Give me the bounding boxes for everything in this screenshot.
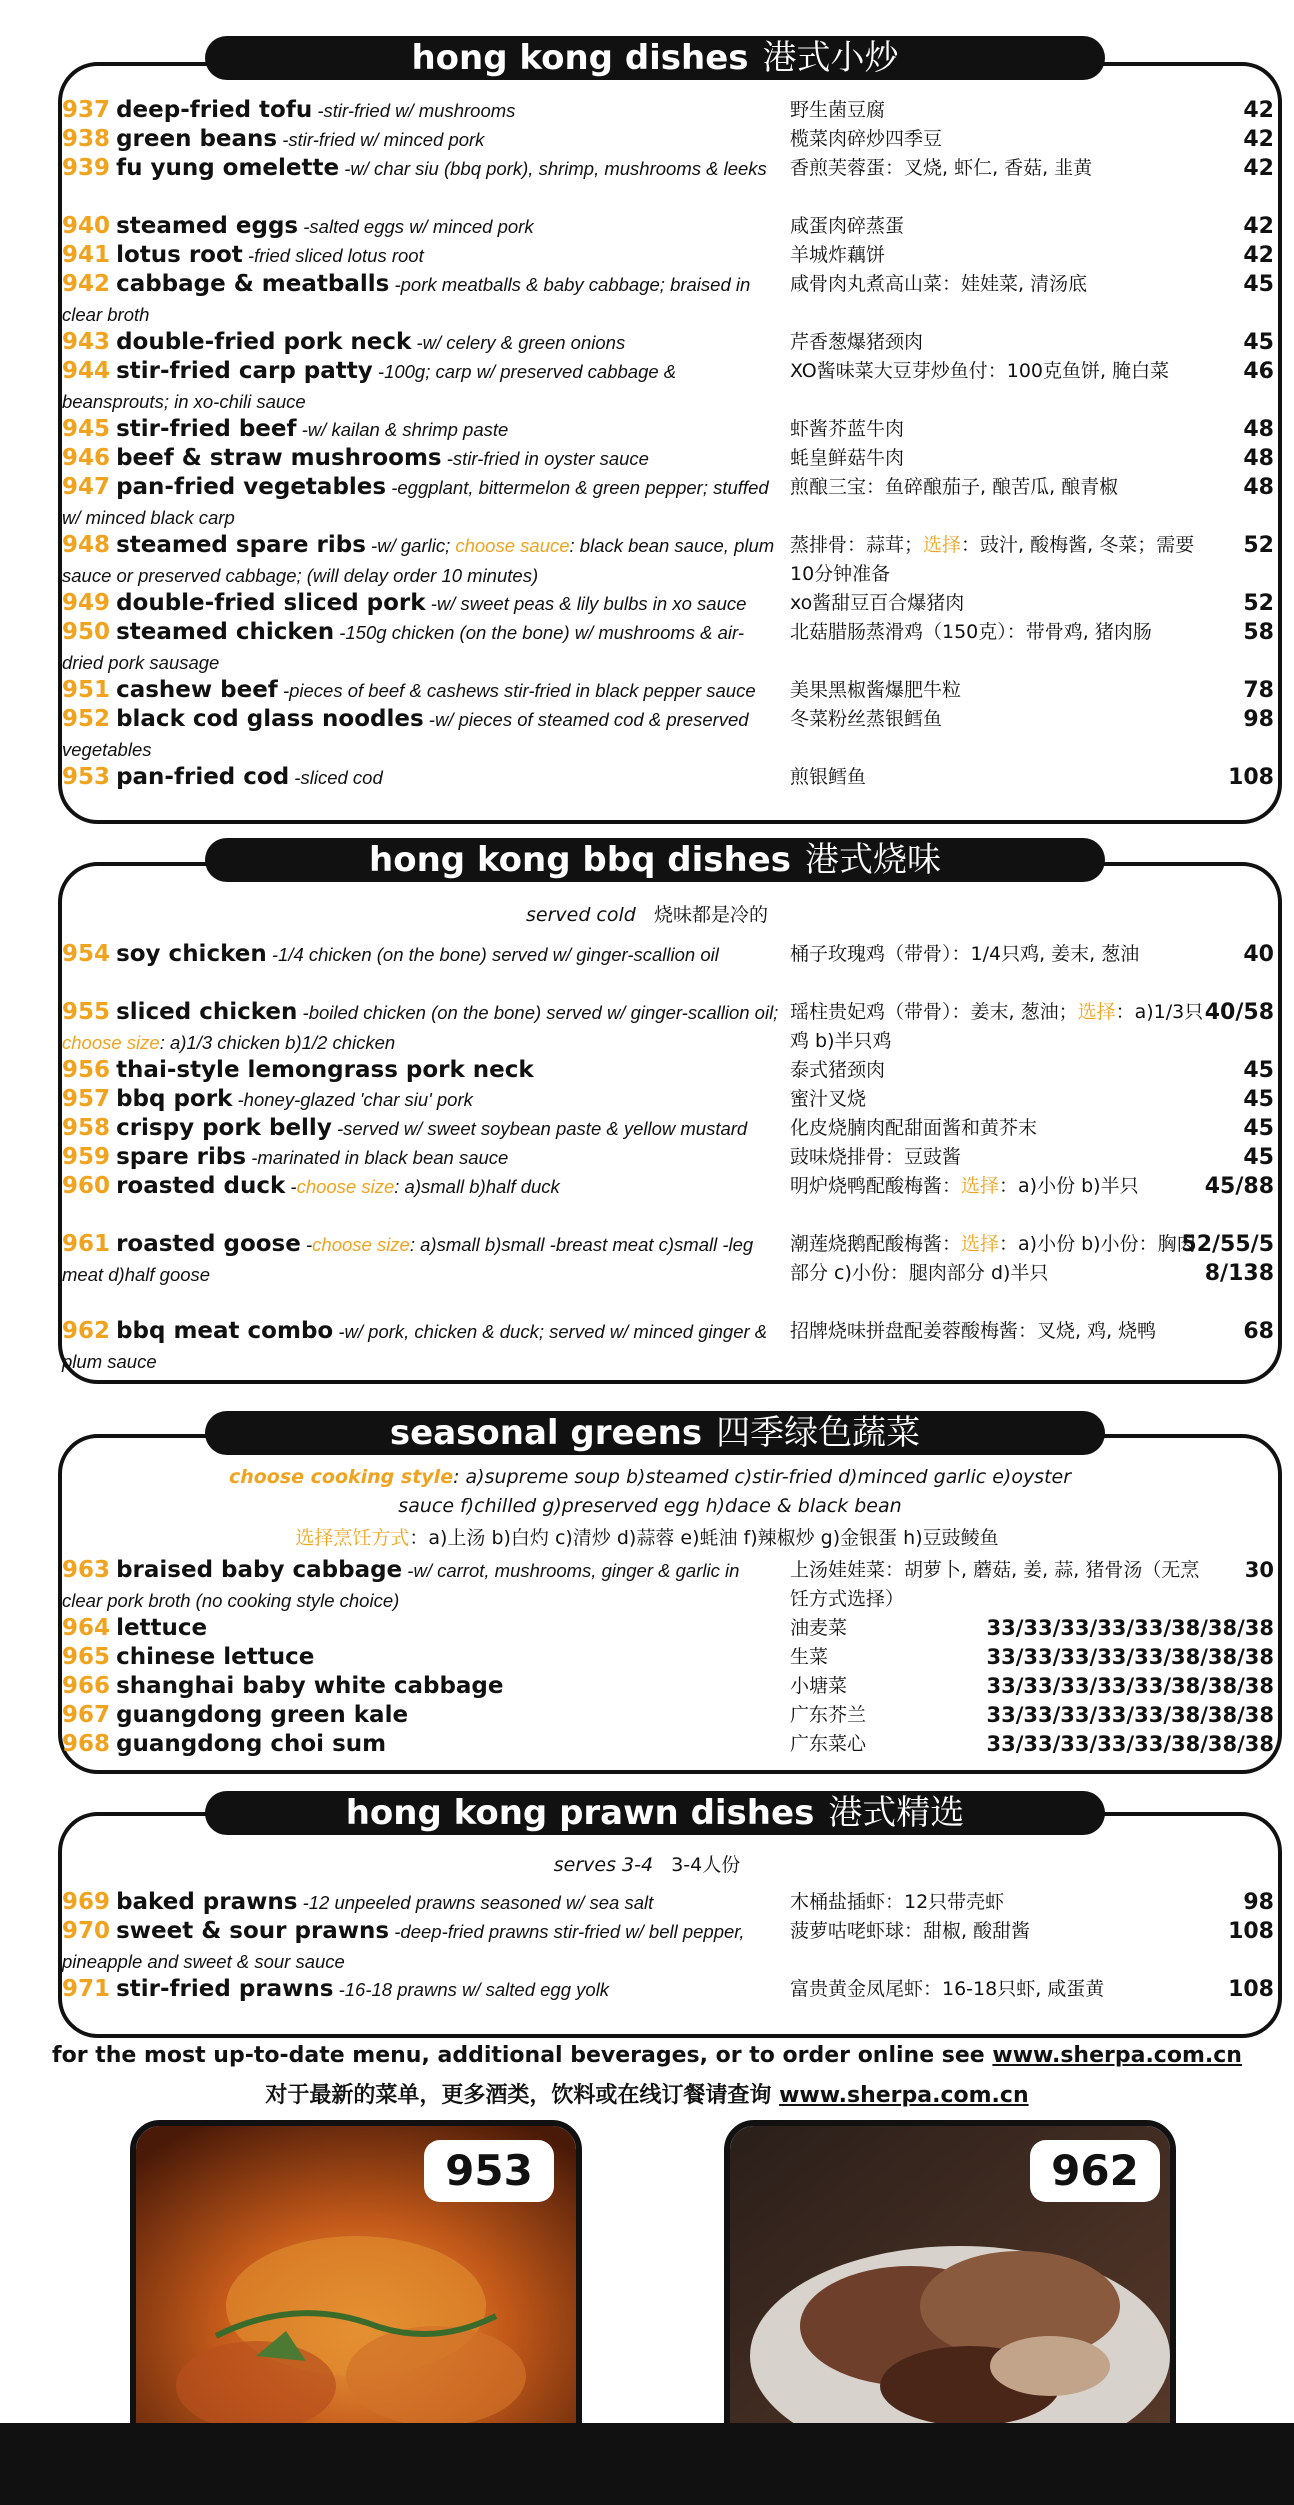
- item-number: 954: [62, 941, 111, 967]
- item-price: 45: [1243, 272, 1274, 297]
- item-cn-text: 小塘菜: [790, 1675, 848, 1697]
- item-english: [62, 1917, 782, 1977]
- item-number: 953: [62, 764, 111, 790]
- item-name: beef & straw mushrooms: [116, 445, 442, 471]
- item-english: [62, 1888, 782, 1918]
- item-number: 961: [62, 1231, 111, 1257]
- menu-item-958: [62, 1114, 1274, 1143]
- item-name: sweet & sour prawns: [116, 1918, 390, 1944]
- item-price: 58: [1243, 620, 1274, 645]
- item-price: 33/33/33/33/33/38/38/38: [986, 1732, 1274, 1756]
- item-chinese: [790, 1230, 1210, 1288]
- item-number: 960: [62, 1173, 111, 1199]
- item-name: roasted goose: [116, 1231, 301, 1257]
- section-title-bbq: [205, 838, 1105, 882]
- item-number: 939: [62, 155, 111, 181]
- item-desc: -: [285, 1176, 297, 1197]
- menu-item-949: [62, 589, 1274, 618]
- item-name: stir-fried prawns: [116, 1976, 334, 2002]
- menu-item-940: [62, 212, 1274, 241]
- photo-dish-953: [130, 2120, 582, 2460]
- item-cn-rest: ：a)小份 b)小份：胸肉部分 c)小份：腿肉部分 d)半只: [790, 1233, 1196, 1284]
- item-price: 48: [1243, 446, 1274, 471]
- menu-item-960: [62, 1172, 1274, 1230]
- menu-item-947: [62, 473, 1274, 531]
- item-chinese: [790, 1614, 940, 1643]
- item-name: braised baby cabbage: [116, 1557, 403, 1583]
- title-en: hong kong prawn dishes: [345, 1793, 815, 1833]
- item-cn-text: 野生菌豆腐: [790, 99, 886, 121]
- menu-item-950: [62, 618, 1274, 676]
- item-cn-rest: ：a)小份 b)半只: [999, 1175, 1139, 1197]
- item-name: steamed spare ribs: [116, 532, 366, 558]
- menu-item-952: [62, 705, 1274, 763]
- menu-item-955: [62, 998, 1274, 1056]
- item-english: [62, 96, 782, 126]
- footer-url-link-cn[interactable]: www.sherpa.com.cn: [779, 2083, 1029, 2108]
- item-desc: -w/ carrot, mushrooms, ginger & garlic in clear pork broth (no cooking style choice): [62, 1560, 740, 1611]
- item-name: deep-fried tofu: [116, 97, 313, 123]
- item-number: 946: [62, 445, 111, 471]
- item-number: 945: [62, 416, 111, 442]
- item-name: stir-fried beef: [116, 416, 297, 442]
- section-title-hk-dishes: [205, 36, 1105, 80]
- item-desc: -stir-fried w/ mushrooms: [312, 100, 516, 121]
- menu-item-959: [62, 1143, 1274, 1172]
- item-name: pan-fried cod: [116, 764, 290, 790]
- menu-item-970: [62, 1917, 1274, 1975]
- menu-item-962: [62, 1317, 1274, 1375]
- item-cn-rest: ：a)1/3只鸡 b)半只鸡: [790, 1001, 1204, 1052]
- item-number: 970: [62, 1918, 111, 1944]
- item-cn-text: 煎酿三宝：鱼碎酿茄子, 酿苦瓜, 酿青椒: [790, 476, 1119, 498]
- item-chinese: [790, 1672, 940, 1701]
- item-price: 108: [1228, 765, 1274, 790]
- style-options-en: : a)supreme soup b)steamed c)stir-fried d)minced garlic e)oyster sauce f)chilled g)preserved egg h)dace & black bean: [398, 1466, 1072, 1517]
- menu-item-948: [62, 531, 1274, 589]
- item-english: [62, 1643, 782, 1673]
- item-price: 52: [1243, 591, 1274, 616]
- item-name: spare ribs: [116, 1144, 247, 1170]
- item-number: 965: [62, 1644, 111, 1670]
- item-price: 42: [1243, 127, 1274, 152]
- menu-item-961: [62, 1230, 1274, 1317]
- item-price: 52/55/58/138: [1181, 1232, 1274, 1286]
- item-number: 959: [62, 1144, 111, 1170]
- menu-item-956: [62, 1056, 1274, 1085]
- item-price: 45: [1243, 1058, 1274, 1083]
- bottom-band: [0, 2423, 1294, 2505]
- item-price: 52: [1243, 533, 1274, 558]
- item-number: 951: [62, 677, 111, 703]
- menu-item-942: [62, 270, 1274, 328]
- item-cn-text: 上汤娃娃菜：胡萝卜, 蘑菇, 姜, 蒜, 猪骨汤（无烹饪方式选择）: [790, 1559, 1200, 1610]
- item-price: 40/58: [1204, 1000, 1274, 1025]
- prawns-subtitle: [0, 1850, 1294, 1877]
- item-name: crispy pork belly: [116, 1115, 332, 1141]
- item-desc: -w/ char siu (bbq pork), shrimp, mushrooms & leeks: [339, 158, 767, 179]
- menu-item-946: [62, 444, 1274, 473]
- item-desc: -sliced cod: [289, 767, 383, 788]
- title-cn: 港式小炒: [762, 38, 899, 78]
- item-name: stir-fried carp patty: [116, 358, 373, 384]
- item-price: 45/88: [1204, 1174, 1274, 1199]
- item-english: [62, 1701, 782, 1731]
- footer-url-link[interactable]: www.sherpa.com.cn: [992, 2043, 1242, 2068]
- item-desc: -w/ pieces of steamed cod & preserved vegetables: [62, 709, 749, 760]
- menu-item-954: [62, 940, 1274, 998]
- item-name: cashew beef: [116, 677, 278, 703]
- item-english: [62, 1056, 782, 1086]
- menu-item-953: [62, 763, 1274, 792]
- item-number: 956: [62, 1057, 111, 1083]
- menu-item-971: [62, 1975, 1274, 2004]
- subtitle-en: serves 3-4: [553, 1854, 654, 1876]
- item-desc: -honey-glazed 'char siu' pork: [232, 1089, 473, 1110]
- item-english: [62, 705, 782, 765]
- item-cn-text: 潮莲烧鹅配酸梅酱：: [790, 1233, 962, 1255]
- menu-item-941: [62, 241, 1274, 270]
- item-name: green beans: [116, 126, 278, 152]
- title-cn: 四季绿色蔬菜: [716, 1413, 921, 1453]
- item-cn-text: 生菜: [790, 1646, 829, 1668]
- item-name: guangdong choi sum: [116, 1731, 387, 1757]
- menu-item-968: [62, 1730, 1274, 1759]
- item-number: 955: [62, 999, 111, 1025]
- title-en: hong kong bbq dishes: [369, 840, 791, 880]
- menu-item-965: [62, 1643, 1274, 1672]
- footer-en: [0, 2043, 1294, 2068]
- item-english: [62, 1317, 782, 1377]
- item-number: 938: [62, 126, 111, 152]
- item-number: 940: [62, 213, 111, 239]
- item-desc: -eggplant, bittermelon & green pepper; stuffed w/ minced black carp: [62, 477, 769, 528]
- menu-item-937: [62, 96, 1274, 125]
- item-price: 33/33/33/33/33/38/38/38: [986, 1703, 1274, 1727]
- item-chinese: [790, 1730, 940, 1759]
- menu-item-966: [62, 1672, 1274, 1701]
- item-name: shanghai baby white cabbage: [116, 1673, 504, 1699]
- photo-badge-962: 962: [1030, 2140, 1160, 2202]
- menu-item-967: [62, 1701, 1274, 1730]
- item-cn-text: 瑶柱贵妃鸡（带骨）：姜末, 葱油；: [790, 1001, 1078, 1023]
- greens-style-en: [200, 1463, 1100, 1521]
- item-cn-text: 咸骨肉丸煮高山菜：娃娃菜, 清汤底: [790, 273, 1088, 295]
- style-options-cn: ：a)上汤 b)白灼 c)清炒 d)蒜蓉 e)蚝油 f)辣椒炒 g)金银蛋 h)豆豉鲮鱼: [409, 1527, 999, 1549]
- item-number: 948: [62, 532, 111, 558]
- item-desc: -w/ kailan & shrimp paste: [296, 419, 509, 440]
- item-english: [62, 1085, 782, 1115]
- item-english: [62, 1975, 782, 2005]
- item-name: chinese lettuce: [116, 1644, 315, 1670]
- item-name: double-fried pork neck: [116, 329, 412, 355]
- item-cn-text: 桶子玫瑰鸡（带骨）：1/4只鸡, 姜末, 葱油: [790, 943, 1140, 965]
- item-name: pan-fried vegetables: [116, 474, 387, 500]
- item-cn-text: 蚝皇鲜菇牛肉: [790, 447, 905, 469]
- menu-item-944: [62, 357, 1274, 415]
- item-cn-text: 北菇腊肠蒸滑鸡（150克）：带骨鸡, 猪肉肠: [790, 621, 1152, 643]
- item-desc: -w/ garlic;: [365, 535, 456, 556]
- section-title-greens: [205, 1411, 1105, 1455]
- item-number: 949: [62, 590, 111, 616]
- menu-item-957: [62, 1085, 1274, 1114]
- item-desc: -deep-fried prawns stir-fried w/ bell pepper, pineapple and sweet & sour sauce: [62, 1921, 745, 1972]
- subtitle-cn: 3-4人份: [671, 1854, 741, 1876]
- item-desc: -12 unpeeled prawns seasoned w/ sea salt: [297, 1892, 654, 1913]
- photo-badge-953: 953: [424, 2140, 554, 2202]
- item-cn-text: 美果黑椒酱爆肥牛粒: [790, 679, 962, 701]
- item-english: [62, 531, 782, 591]
- menu-item-963: [62, 1556, 1274, 1614]
- item-price: 108: [1228, 1919, 1274, 1944]
- photo-dish-962: [724, 2120, 1176, 2460]
- item-number: 952: [62, 706, 111, 732]
- item-english: [62, 940, 782, 970]
- item-cn-rest: ：豉汁, 酸梅酱, 冬菜；需要10分钟准备: [790, 534, 1195, 585]
- footer-en-text: for the most up-to-date menu, additional beverages, or to order online see: [52, 2043, 993, 2068]
- item-english: [62, 1230, 782, 1290]
- item-price: 45: [1243, 1087, 1274, 1112]
- item-english: [62, 357, 782, 417]
- item-desc-highlight: choose sauce: [455, 535, 570, 556]
- item-name: fu yung omelette: [116, 155, 340, 181]
- item-cn-text: 咸蛋肉碎蒸蛋: [790, 215, 905, 237]
- item-english: [62, 998, 782, 1058]
- item-desc: -1/4 chicken (on the bone) served w/ ginger-scallion oil: [266, 944, 719, 965]
- item-english: [62, 125, 782, 155]
- item-number: 947: [62, 474, 111, 500]
- item-english: [62, 444, 782, 474]
- item-english: [62, 589, 782, 619]
- item-price: 45: [1243, 1145, 1274, 1170]
- item-english: [62, 618, 782, 678]
- item-english: [62, 473, 782, 533]
- item-name: black cod glass noodles: [116, 706, 424, 732]
- item-name: double-fried sliced pork: [116, 590, 426, 616]
- item-price: 68: [1243, 1319, 1274, 1344]
- item-cn-text: 冬菜粉丝蒸银鳕鱼: [790, 708, 943, 730]
- menu-item-943: [62, 328, 1274, 357]
- item-desc: -: [300, 1234, 313, 1255]
- item-number: 942: [62, 271, 111, 297]
- item-name: bbq pork: [116, 1086, 233, 1112]
- item-price: 48: [1243, 417, 1274, 442]
- item-cn-text: 广东芥兰: [790, 1704, 867, 1726]
- item-price: 33/33/33/33/33/38/38/38: [986, 1616, 1274, 1640]
- item-price: 46: [1243, 359, 1274, 384]
- menu-item-951: [62, 676, 1274, 705]
- item-chinese: [790, 1643, 940, 1672]
- item-english: [62, 154, 782, 184]
- item-cn-text: 香煎芙蓉蛋：叉烧, 虾仁, 香菇, 韭黄: [790, 157, 1093, 179]
- item-name: soy chicken: [116, 941, 267, 967]
- item-desc: -w/ pork, chicken & duck; served w/ minced ginger & plum sauce: [62, 1321, 768, 1372]
- item-cn-text: 菠萝咕咾虾球：甜椒, 酸甜酱: [790, 1920, 1031, 1942]
- item-english: [62, 270, 782, 330]
- item-cn-text: XO酱味菜大豆芽炒鱼付：100克鱼饼, 腌白菜: [790, 360, 1170, 382]
- item-desc: -w/ sweet peas & lily bulbs in xo sauce: [425, 593, 747, 614]
- item-name: steamed chicken: [116, 619, 335, 645]
- item-desc-rest: : a)1/3 chicken b)1/2 chicken: [159, 1032, 396, 1053]
- item-desc-highlight: choose size: [296, 1176, 395, 1197]
- item-price: 33/33/33/33/33/38/38/38: [986, 1645, 1274, 1669]
- item-name: baked prawns: [116, 1889, 298, 1915]
- item-english: [62, 212, 782, 242]
- style-label-cn: 选择烹饪方式: [295, 1527, 410, 1549]
- item-english: [62, 1143, 782, 1173]
- item-name: bbq meat combo: [116, 1318, 334, 1344]
- item-cn-highlight: 选择: [961, 1175, 1000, 1197]
- item-english: [62, 1114, 782, 1144]
- item-number: 937: [62, 97, 111, 123]
- item-cn-text: 煎银鳕鱼: [790, 766, 867, 788]
- item-name: lotus root: [116, 242, 243, 268]
- item-desc: -fried sliced lotus root: [242, 245, 424, 266]
- item-number: 962: [62, 1318, 111, 1344]
- item-cn-highlight: 选择: [1077, 1001, 1116, 1023]
- item-english: [62, 1556, 782, 1616]
- item-cn-text: 蒸排骨：蒜茸；: [790, 534, 924, 556]
- item-price: 108: [1228, 1977, 1274, 2002]
- item-number: 969: [62, 1889, 111, 1915]
- item-desc: -stir-fried w/ minced pork: [277, 129, 485, 150]
- item-price: 98: [1243, 707, 1274, 732]
- item-number: 943: [62, 329, 111, 355]
- item-desc-rest: : black bean sauce, plum sauce or preserved cabbage; (will delay order 10 minutes): [62, 535, 775, 586]
- item-price: 45: [1243, 1116, 1274, 1141]
- title-en: hong kong dishes: [411, 38, 749, 78]
- item-name: steamed eggs: [116, 213, 299, 239]
- item-cn-text: 油麦菜: [790, 1617, 848, 1639]
- menu-item-938: [62, 125, 1274, 154]
- item-cn-text: 广东菜心: [790, 1733, 867, 1755]
- item-price: 40: [1243, 942, 1274, 967]
- item-english: [62, 1672, 782, 1702]
- item-number: 966: [62, 1673, 111, 1699]
- item-cn-text: 化皮烧腩肉配甜面酱和黄芥末: [790, 1117, 1038, 1139]
- item-cn-text: 木桶盐插虾：12只带壳虾: [790, 1891, 1005, 1913]
- item-number: 958: [62, 1115, 111, 1141]
- item-desc-rest: : a)small b)small -breast meat c)small -leg meat d)half goose: [62, 1234, 754, 1285]
- item-number: 941: [62, 242, 111, 268]
- item-desc: -w/ celery & green onions: [411, 332, 626, 353]
- item-price: 45: [1243, 330, 1274, 355]
- style-label-en: choose cooking style: [228, 1466, 454, 1488]
- item-price: 42: [1243, 156, 1274, 181]
- item-cn-text: 榄菜肉碎炒四季豆: [790, 128, 943, 150]
- item-number: 968: [62, 1731, 111, 1757]
- item-english: [62, 241, 782, 271]
- item-desc-highlight: choose size: [62, 1032, 160, 1053]
- footer-cn: [0, 2078, 1294, 2109]
- item-cn-text: 明炉烧鸭配酸梅酱：: [790, 1175, 962, 1197]
- item-name: thai-style lemongrass pork neck: [116, 1057, 534, 1083]
- item-number: 963: [62, 1557, 111, 1583]
- item-desc: -marinated in black bean sauce: [246, 1147, 509, 1168]
- title-cn: 港式精选: [828, 1793, 965, 1833]
- menu-item-969: [62, 1888, 1274, 1917]
- item-price: 33/33/33/33/33/38/38/38: [986, 1674, 1274, 1698]
- item-english: [62, 676, 782, 706]
- item-number: 971: [62, 1976, 111, 2002]
- item-price: 42: [1243, 98, 1274, 123]
- footer-cn-text: 对于最新的菜单，更多酒类，饮料或在线订餐请查询: [265, 2083, 780, 2108]
- item-price: 78: [1243, 678, 1274, 703]
- item-cn-highlight: 选择: [923, 534, 962, 556]
- item-name: sliced chicken: [116, 999, 298, 1025]
- item-cn-text: 芹香葱爆猪颈肉: [790, 331, 924, 353]
- subtitle-en: served cold: [526, 904, 636, 926]
- item-cn-text: 招牌烧味拼盘配姜蓉酸梅酱：叉烧, 鸡, 烧鸭: [790, 1320, 1157, 1342]
- item-desc: -served w/ sweet soybean paste & yellow mustard: [331, 1118, 748, 1139]
- item-cn-text: 虾酱芥蓝牛肉: [790, 418, 905, 440]
- item-cn-text: 豉味烧排骨：豆豉酱: [790, 1146, 962, 1168]
- menu-item-939: [62, 154, 1274, 212]
- item-number: 964: [62, 1615, 111, 1641]
- item-number: 944: [62, 358, 111, 384]
- item-price: 42: [1243, 243, 1274, 268]
- item-price: 48: [1243, 475, 1274, 500]
- menu-item-945: [62, 415, 1274, 444]
- item-cn-text: 蜜汁叉烧: [790, 1088, 867, 1110]
- item-english: [62, 415, 782, 445]
- item-cn-text: 羊城炸藕饼: [790, 244, 886, 266]
- item-cn-text: 泰式猪颈肉: [790, 1059, 886, 1081]
- item-desc: -pieces of beef & cashews stir-fried in black pepper sauce: [277, 680, 756, 701]
- item-desc: -100g; carp w/ preserved cabbage & beansprouts; in xo-chili sauce: [62, 361, 677, 412]
- item-desc: -stir-fried in oyster sauce: [441, 448, 649, 469]
- item-number: 957: [62, 1086, 111, 1112]
- menu-item-964: [62, 1614, 1274, 1643]
- item-price: 98: [1243, 1890, 1274, 1915]
- item-desc: -16-18 prawns w/ salted egg yolk: [333, 1979, 610, 2000]
- item-english: [62, 1730, 782, 1760]
- item-desc: -boiled chicken (on the bone) served w/ ginger-scallion oil;: [297, 1002, 779, 1023]
- item-number: 967: [62, 1702, 111, 1728]
- item-english: [62, 763, 782, 793]
- item-name: guangdong green kale: [116, 1702, 409, 1728]
- greens-style-cn: [0, 1523, 1294, 1550]
- item-desc: -pork meatballs & baby cabbage; braised in clear broth: [62, 274, 751, 325]
- subtitle-cn: 烧味都是冷的: [653, 904, 768, 926]
- item-name: lettuce: [116, 1615, 208, 1641]
- item-number: 950: [62, 619, 111, 645]
- item-cn-highlight: 选择: [961, 1233, 1000, 1255]
- title-en: seasonal greens: [389, 1413, 703, 1453]
- item-name: roasted duck: [116, 1173, 286, 1199]
- item-price: 42: [1243, 214, 1274, 239]
- item-cn-text: xo酱甜豆百合爆猪肉: [790, 592, 965, 614]
- item-chinese: [790, 1701, 940, 1730]
- item-desc: -salted eggs w/ minced pork: [298, 216, 534, 237]
- item-english: [62, 1614, 782, 1644]
- section-title-prawns: [205, 1791, 1105, 1835]
- item-desc-rest: : a)small b)half duck: [394, 1176, 560, 1197]
- item-desc-highlight: choose size: [312, 1234, 410, 1255]
- item-name: cabbage & meatballs: [116, 271, 390, 297]
- item-english: [62, 1172, 782, 1202]
- item-price: 30: [1244, 1558, 1274, 1582]
- item-desc: -150g chicken (on the bone) w/ mushrooms & air-dried pork sausage: [62, 622, 745, 673]
- item-cn-text: 富贵黄金凤尾虾：16-18只虾, 咸蛋黄: [790, 1978, 1105, 2000]
- title-cn: 港式烧味: [804, 840, 941, 880]
- item-chinese: [790, 1556, 1210, 1614]
- bbq-subtitle: [0, 900, 1294, 927]
- item-english: [62, 328, 782, 358]
